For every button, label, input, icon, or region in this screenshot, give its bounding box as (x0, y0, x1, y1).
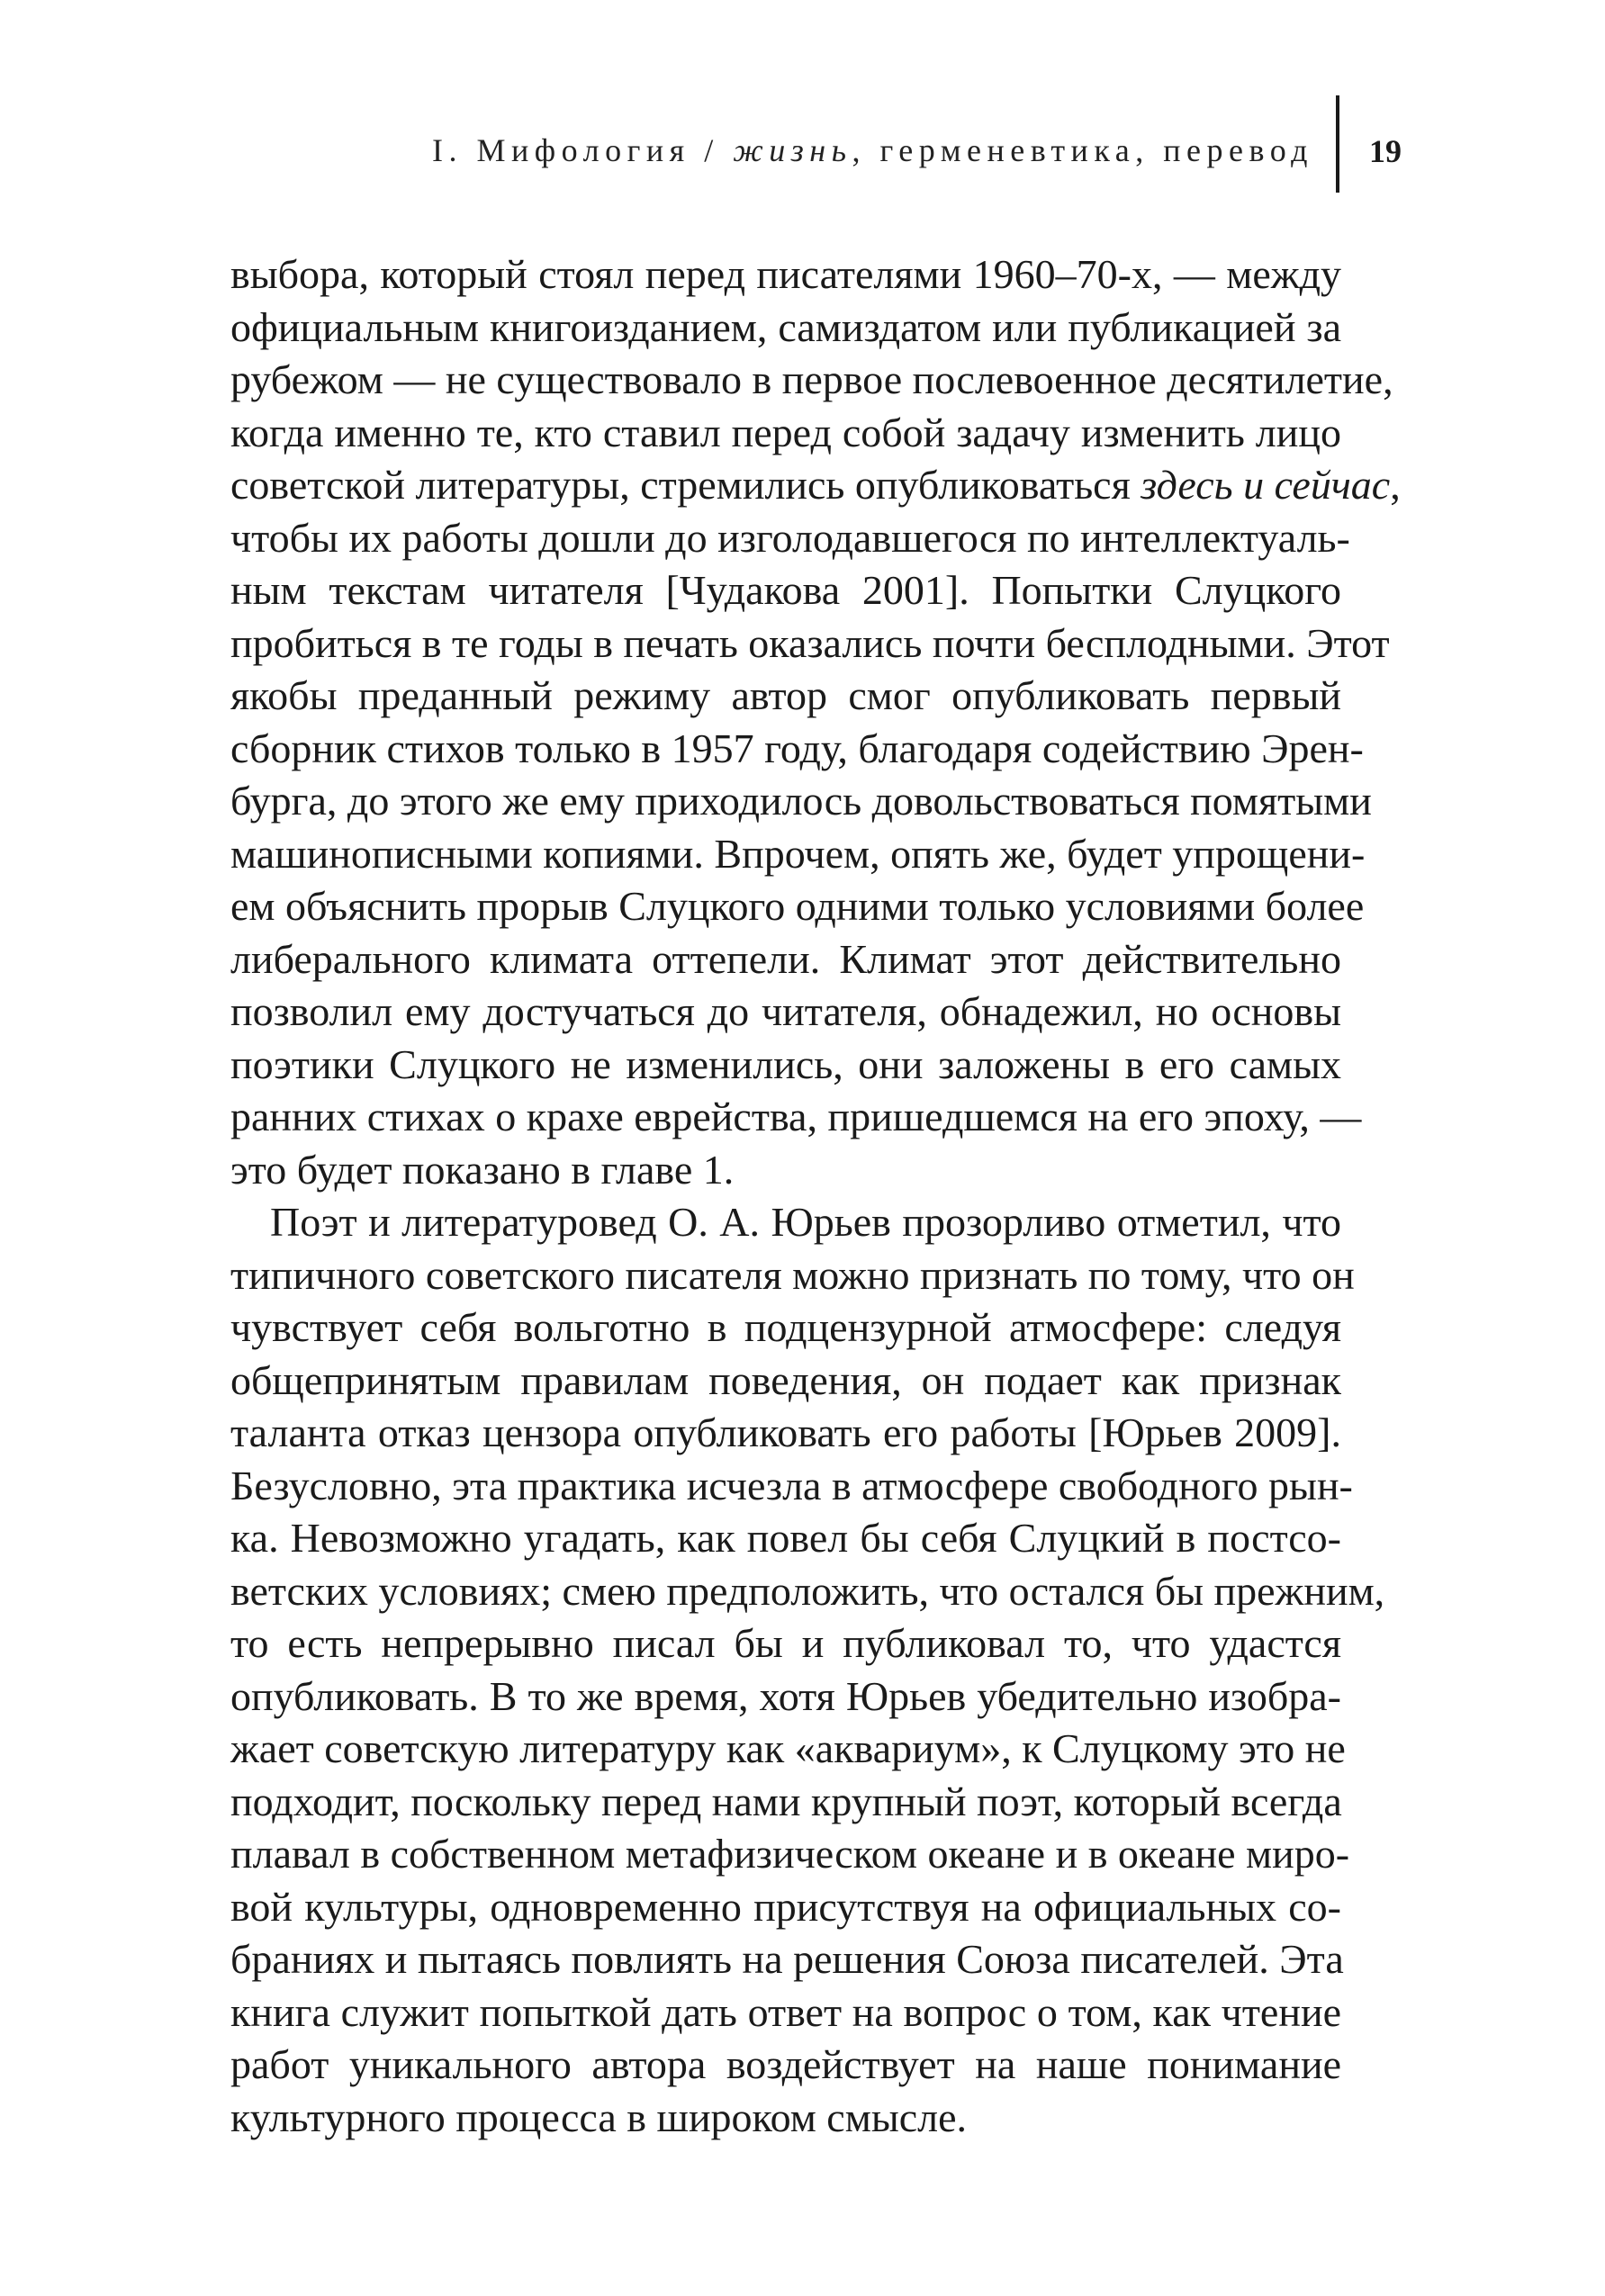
text-line: ка. Невозможно угадать, как повел бы себя Слуцкий в постсо- (230, 1515, 1341, 1561)
text-line: сборник стихов только в 1957 году, благодаря содействию Эрен- (230, 725, 1364, 771)
text-line: книга служит попыткой дать ответ на вопрос о том, как чтение (230, 1988, 1341, 2035)
text-line: машинописными копиями. Впрочем, опять же, будет упрощени- (230, 830, 1366, 877)
text-line: якобы преданный режиму автор смог опубликовать первый (230, 672, 1341, 718)
text-line: плавал в собственном метафизическом океане и в океане миро- (230, 1831, 1350, 1877)
text-line: браниях и пытаясь повлиять на решения Союза писателей. Эта (230, 1936, 1344, 1982)
body-text (230, 248, 1401, 2144)
text-line: общепринятым правилам поведения, он подает как признак (230, 1356, 1341, 1403)
text-italic-emphasis: здесь и сейчас (1141, 462, 1391, 508)
text-line-with-emphasis (230, 459, 1401, 512)
paragraph-2 (230, 1196, 1385, 2144)
text-line: либерального климата оттепели. Климат этот действительно (230, 935, 1341, 982)
text-line: таланта отказ цензора опубликовать его работы [Юрьев 2009]. (230, 1409, 1341, 1455)
chapter-prefix: I. Мифология / (432, 132, 734, 168)
text-line: официальным книгоизданием, самиздатом или публикацией за (230, 303, 1341, 350)
text-line: вой культуры, одновременно присутствуя на официальных со- (230, 1883, 1341, 1930)
chapter-rest: , герменевтика, перевод (852, 132, 1313, 168)
text-line: выбора, который стоял перед писателями 1960–70-х, — между (230, 251, 1341, 297)
text-line: Поэт и литературовед О. А. Юрьев прозорливо отметил, что (270, 1199, 1341, 1245)
text-line: пробиться в те годы в печать оказались почти бесплодными. Этот (230, 619, 1390, 666)
text-line: Безусловно, эта практика исчезла в атмосфере свободного рын- (230, 1462, 1353, 1508)
page-number: 19 (1369, 133, 1402, 169)
text-line: чувствует себя вольготно в подцензурной атмосфере: следуя (230, 1304, 1341, 1350)
text-line: позволил ему достучаться до читателя, обнадежил, но основы (230, 988, 1341, 1034)
text-line: это будет показано в главе 1. (230, 1146, 735, 1193)
text-line: чтобы их работы дошли до изголодавшегося по интеллектуаль- (230, 514, 1350, 561)
text-line: типичного советского писателя можно признать по тому, что он (230, 1251, 1355, 1298)
text-line: ветских условиях; смею предположить, что остался бы прежним, (230, 1567, 1385, 1614)
text-line: жает советскую литературу как «аквариум», к Слуцкому это не (230, 1725, 1346, 1771)
text-line: ным текстам читателя [Чудакова 2001]. Попытки Слуцкого (230, 567, 1341, 613)
text-line: культурного процесса в широком смысле. (230, 2093, 968, 2140)
text-line: ем объяснить прорыв Слуцкого одними только условиями более (230, 883, 1365, 929)
paragraph-1 (230, 248, 1401, 1196)
text-line: поэтики Слуцкого не изменились, они заложены в его самых (230, 1040, 1341, 1087)
text-line: то есть непрерывно писал бы и публиковал то, что удастся (230, 1620, 1341, 1666)
running-header (0, 95, 1605, 203)
chapter-italic: жизнь (733, 132, 852, 168)
text-line: рубежом — не существовало в первое послевоенное десятилетие, (230, 356, 1393, 402)
text-line: ранних стихах о крахе еврейства, пришедшемся на его эпоху, — (230, 1094, 1362, 1139)
running-title (432, 131, 1313, 169)
text-line: работ уникального автора воздействует на наше понимание (230, 2041, 1341, 2087)
text-plain: советской литературы, стремились опубликоваться (230, 462, 1141, 508)
text-line: опубликовать. В то же время, хотя Юрьев убедительно изобра- (230, 1672, 1341, 1719)
header-vertical-rule (1336, 95, 1339, 193)
text-plain: , (1390, 462, 1401, 508)
text-line: подходит, поскольку перед нами крупный поэт, который всегда (230, 1778, 1342, 1824)
text-line: когда именно те, кто ставил перед собой задачу изменить лицо (230, 409, 1341, 455)
text-line: бурга, до этого же ему приходилось довольствоваться помятыми (230, 778, 1372, 824)
